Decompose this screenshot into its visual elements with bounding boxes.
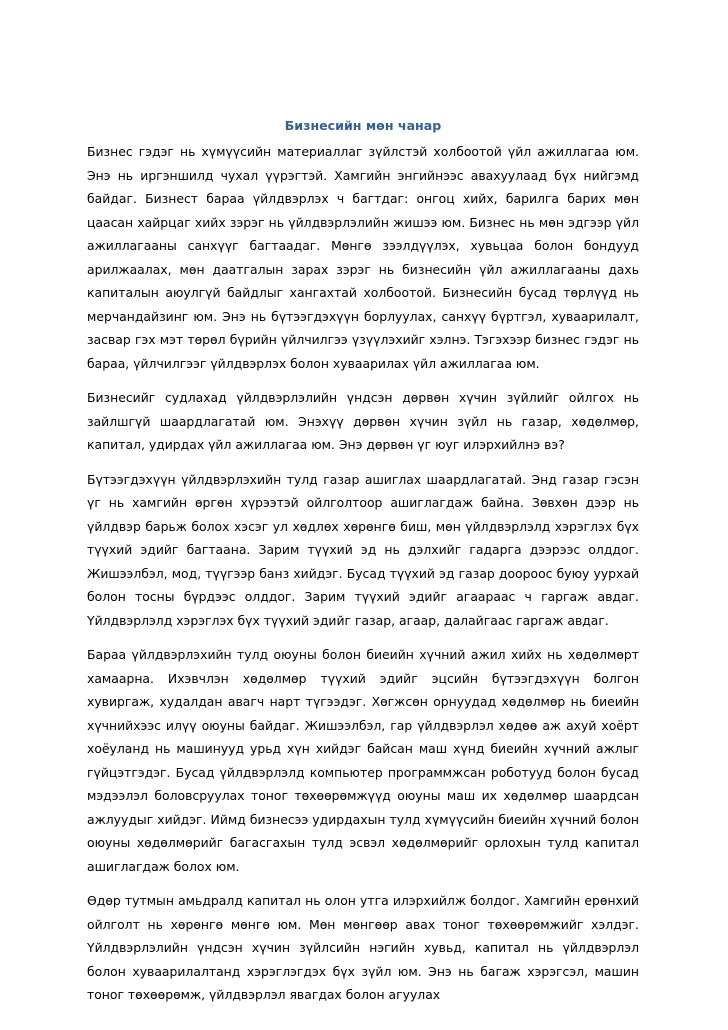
paragraph-2: Бизнесийг судлахад үйлдвэрлэлийн үндсэн дөрвөн хүчин зүйлийг ойлгох нь зайлшгүй шаардлагатай юм. Энэхүү дөрвөн хүчин зүйл нь газар, хөдөлмөр, капитал, удирдах үйл ажиллагаа юм. Энэ дөрвөн үг юуг илэрхийлнэ вэ? bbox=[87, 390, 639, 452]
document-title: Бизнесийн мөн чанар bbox=[284, 118, 442, 133]
paragraph-3: Бүтээгдэхүүн үйлдвэрлэхийн тулд газар ашиглах шаардлагатай. Энд газар гэсэн үг нь хамгийн өргөн хүрээтэй ойлголтоор ашиглагдаж байна. Зөвхөн дээр нь үйлдвэр барьж болох хэсэг ул хөдлөх хөрөнгө биш, мөн үйлдвэрлэлд хэрэглэх бүх түүхий эдийг багтаана. Зарим түүхий эд нь дэлхийг гадарга дээрээс олддог. Жишээлбэл, мод, түүгээр банз хийдэг. Бусад түүхий эд газар доороос буюу уурхай болон тосны бүрдээс олддог. Зарим түүхий эдийг агаараас ч гаргаж авдаг. Үйлдвэрлэлд хэрэглэх бүх түүхий эдийг газар, агаар, далайгаас гаргаж авдаг. bbox=[87, 471, 639, 628]
paragraph-5: Өдөр тутмын амьдралд капитал нь олон утга илэрхийлж болдог. Хамгийн ерөнхий ойлголт нь хөрөнгө мөнгө юм. Мөн мөнгөөр авах тоног төхөөрөмжийг хэлдэг. Үйлдвэрлэлийн үндсэн хүчин зүйлсийн нэгийн хувьд, капитал нь үйлдвэрлэл болон хуваарилалтанд хэрэглэгдэх бүх зүйл юм. Энэ нь багаж хэрэгсэл, машин тоног төхөөрөмж, үйлдвэрлэл явагдах болон агуулах bbox=[87, 893, 639, 1002]
document-page bbox=[87, 114, 639, 1018]
paragraph-1: Бизнес гэдэг нь хүмүүсийн материаллаг зүйлстэй холбоотой үйл ажиллагаа юм. Энэ нь иргэншилд чухал үүрэгтэй. Хамгийн энгийнээс авахуулаад бүх нийгэмд байдаг. Бизнест бараа үйлдвэрлэх ч багтдаг: онгоц хийх, барилга барих мөн цаасан хайрцаг хийх зэрэг нь үйлдвэрлэлийн жишээ юм. Бизнес нь мөн эдгээр үйл ажиллагааны санхүүг багтаадаг. Мөнгө зээлдүүлэх, хувьцаа болон бондууд арилжаалах, мөн даатгалын зарах зэрэг нь бизнесийн үйл ажиллагааны дахь капиталын аюулгүй байдлыг хангахтай холбоотой. Бизнесийн бусад төрлүүд нь мерчандайзинг юм. Энэ нь бүтээгдэхүүн борлуулах, санхүү бүртгэл, хуваарилалт, засвар гэх мэт төрөл бүрийн үйлчилгээ үзүүлэхийг хэлнэ. Тэгэхээр бизнес гэдэг нь бараа, үйлчилгээг үйлдвэрлэх болон хуваарилах үйл ажиллагаа юм. bbox=[87, 144, 639, 371]
paragraph-4: Бараа үйлдвэрлэхийн тулд оюуны болон биеийн хүчний ажил хийх нь хөдөлмөрт хамаарна. Ихэвчлэн хөдөлмөр түүхий эдийг эцсийн бүтээгдэхүүн болгон хувиргаж, худалдан авагч нарт түгээдэг. Хөгжсөн орнуудад хөдөлмөр нь биеийн хүчнийхээс илүү оюуны байдаг. Жишээлбэл, гар үйлдвэрлэл хөдөө аж ахуй хоёрт хоёуланд нь машинууд урьд хүн хийдэг байсан маш хүнд биеийн хүчний ажлыг гүйцэтгэдэг. Бусад үйлдвэрлэлд компьютер программжсан роботууд болон бусад мэдээлэл боловсруулах тоног төхөөрөмжүүд оюуны маш их хөдөлмөр шаардсан ажлуудыг хийдэг. Иймд бизнесээ удирдахын тулд хүмүүсийн биеийн хүчний болон оюуны хөдөлмөрийг багасгахын тулд эсвэл хөдөлмөрийг орлохын тулд капитал ашиглагдаж болох юм. bbox=[87, 647, 639, 874]
